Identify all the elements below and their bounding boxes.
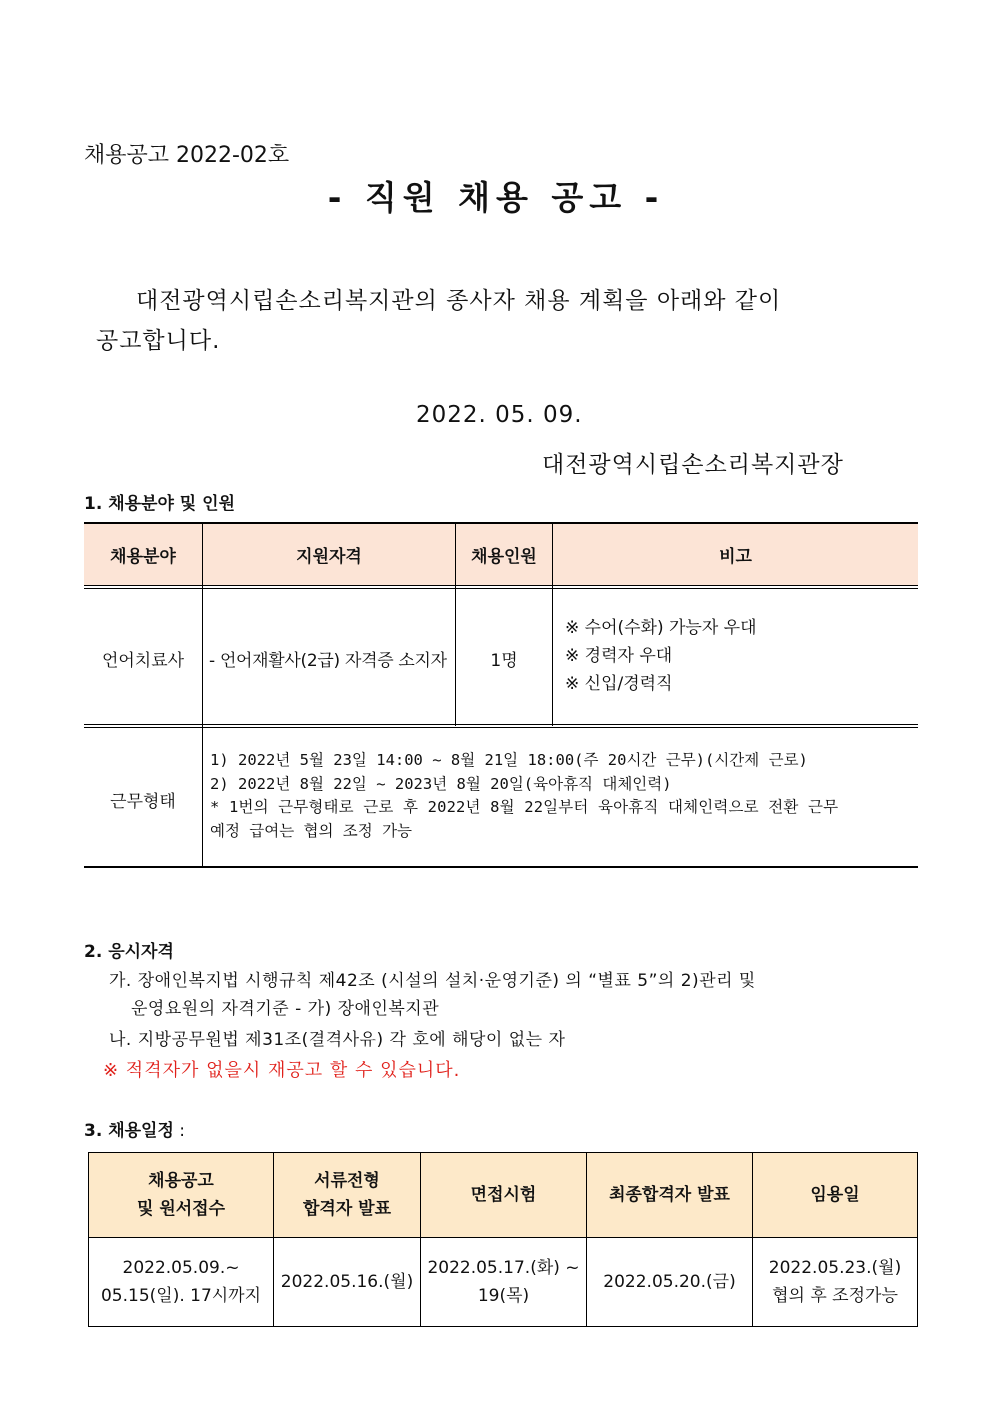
remarks-cell [565,614,757,698]
section-1-heading: 1. 채용분야 및 인원 [84,494,235,514]
schedule-header: 임용일 [810,1185,860,1205]
remark-item: ※ 수어(수화) 가능자 우대 [565,618,757,638]
notice-number: 채용공고 2022-02호 [84,143,290,168]
remark-item: ※ 경력자 우대 [565,646,673,666]
qualification-item-a-cont: 운영요원의 자격기준 - 가) 장애인복지관 [131,999,440,1019]
header-qualification: 지원자격 [296,547,362,567]
schedule-value: 2022.05.16.(월) [280,1272,414,1292]
schedule-value: 2022.05.23.(월) 협의 후 조정가능 [768,1258,902,1306]
page-title: - 직원 채용 공고 - [327,178,665,217]
recruitment-table [84,522,918,868]
work-type-details [210,749,838,843]
schedule-value: 2022.05.09.~ 05.15(일). 17시까지 [100,1258,262,1306]
reannouncement-warning: ※ 적격자가 없을시 재공고 할 수 있습니다. [103,1060,461,1081]
announcement-date: 2022. 05. 09. [416,402,583,428]
section-3-title: 3. 채용일정 [84,1121,174,1141]
intro-line-1: 대전광역시립손소리복지관의 종사자 채용 계획을 아래와 같이 [136,288,782,314]
schedule-value: 2022.05.20.(금) [603,1272,736,1292]
work-line: 2) 2022년 8월 22일 ~ 2023년 8월 20일(육아휴직 대체인력) [210,774,672,793]
qualification-cell: - 언어재활사(2급) 자격증 소지자 [209,651,447,671]
section-3-colon: : [173,1121,186,1141]
schedule-header: 서류전형 합격자 발표 [302,1171,392,1219]
schedule-table [88,1152,918,1327]
signer: 대전광역시립손소리복지관장 [542,452,844,478]
schedule-header: 면접시험 [470,1185,537,1205]
remark-item: ※ 신입/경력직 [565,674,673,694]
intro-line-2: 공고합니다. [96,328,221,354]
schedule-header: 채용공고 및 원서접수 [136,1171,226,1219]
schedule-value: 2022.05.17.(화) ~ 19(목) [427,1258,580,1306]
section-3-heading [84,1116,185,1141]
count-cell: 1명 [490,651,518,671]
schedule-header: 최종합격자 발표 [609,1185,730,1205]
qualification-item-a: 가. 장애인복지법 시행규칙 제42조 (시설의 설치·운영기준) 의 “별표 5”의 2)관리 및 [109,971,756,991]
header-remarks: 비고 [719,547,752,567]
qualification-item-b: 나. 지방공무원법 제31조(결격사유) 각 호에 해당이 없는 자 [109,1030,566,1050]
section-2-heading: 2. 응시자격 [84,942,174,962]
work-line: * 1번의 근무형태로 근로 후 2022년 8월 22일부터 육아휴직 대체인력으로 전환 근무 [210,798,839,816]
header-field: 채용분야 [110,547,176,567]
field-cell: 언어치료사 [101,651,185,671]
header-count: 채용인원 [471,547,537,567]
work-line: 예정 급여는 협의 조정 가능 [210,821,413,840]
work-type-label: 근무형태 [110,792,176,812]
work-line: 1) 2022년 5월 23일 14:00 ~ 8월 21일 18:00(주 20시간 근무)(시간제 근로) [210,751,808,769]
